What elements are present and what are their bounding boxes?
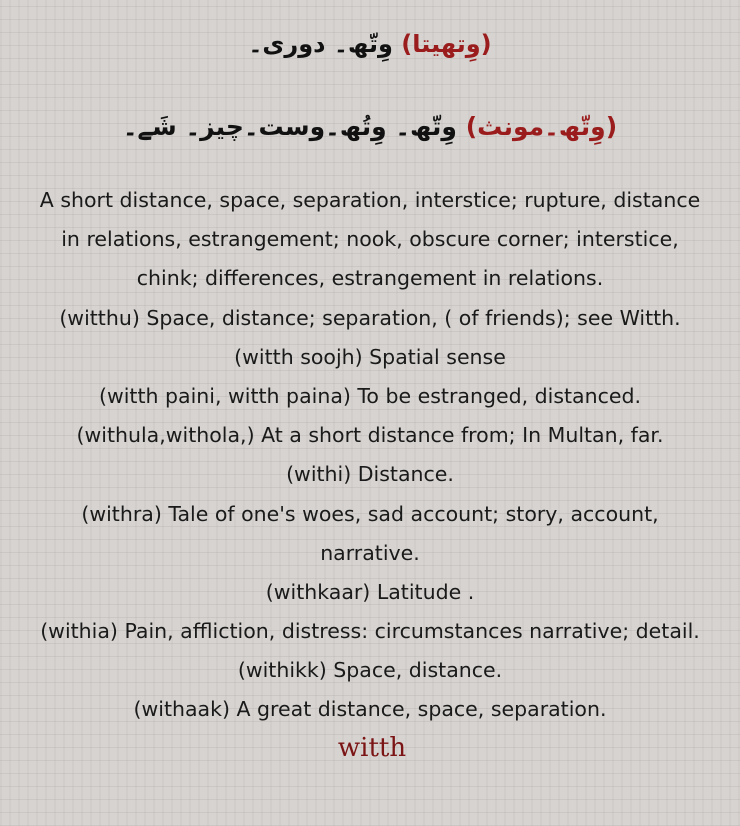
urdu-heading-line-1 <box>0 30 740 58</box>
urdu-synonyms-text: وِتّھ۔ وِتُھ۔وست۔چیز۔ شَے۔ <box>122 112 457 141</box>
definition-block <box>0 181 740 730</box>
definition-line: (witth paini, witth paina) To be estranged, distanced. <box>98 383 642 408</box>
definition-line: in relations, estrangement; nook, obscure corner; interstice, <box>61 227 679 252</box>
urdu-heading-line-2 <box>0 112 740 141</box>
definition-line: (witthu) Space, distance; separation, ( of friends); see Witth. <box>59 305 681 330</box>
definition-line: (withula,withola,) At a short distance from; In Multan, far. <box>76 423 664 448</box>
definition-line: chink; differences, estrangement in relations. <box>136 266 604 291</box>
definition-line: (withra) Tale of one's woes, sad account; story, account, <box>81 501 659 526</box>
urdu-meaning-text: وِتّھ۔ دوری۔ <box>248 30 393 58</box>
definition-line: (withkaar) Latitude . <box>265 579 475 604</box>
definition-line: (withaak) A great distance, space, separation. <box>133 697 607 722</box>
definition-line: (witth soojh) Spatial sense <box>234 344 506 369</box>
definition-line: A short distance, space, separation, interstice; rupture, distance <box>39 188 701 212</box>
urdu-gender-label: (وِتّھ۔مونث) <box>465 112 618 141</box>
definition-line: (withikk) Space, distance. <box>237 658 503 683</box>
headword-title: witth <box>337 733 407 763</box>
definition-line: narrative. <box>320 540 420 565</box>
definition-line: (withi) Distance. <box>286 462 454 487</box>
urdu-variant-label: (وِتھیتا) <box>401 30 492 58</box>
definition-line: (withia) Pain, affliction, distress: circumstances narrative; detail. <box>40 619 700 644</box>
